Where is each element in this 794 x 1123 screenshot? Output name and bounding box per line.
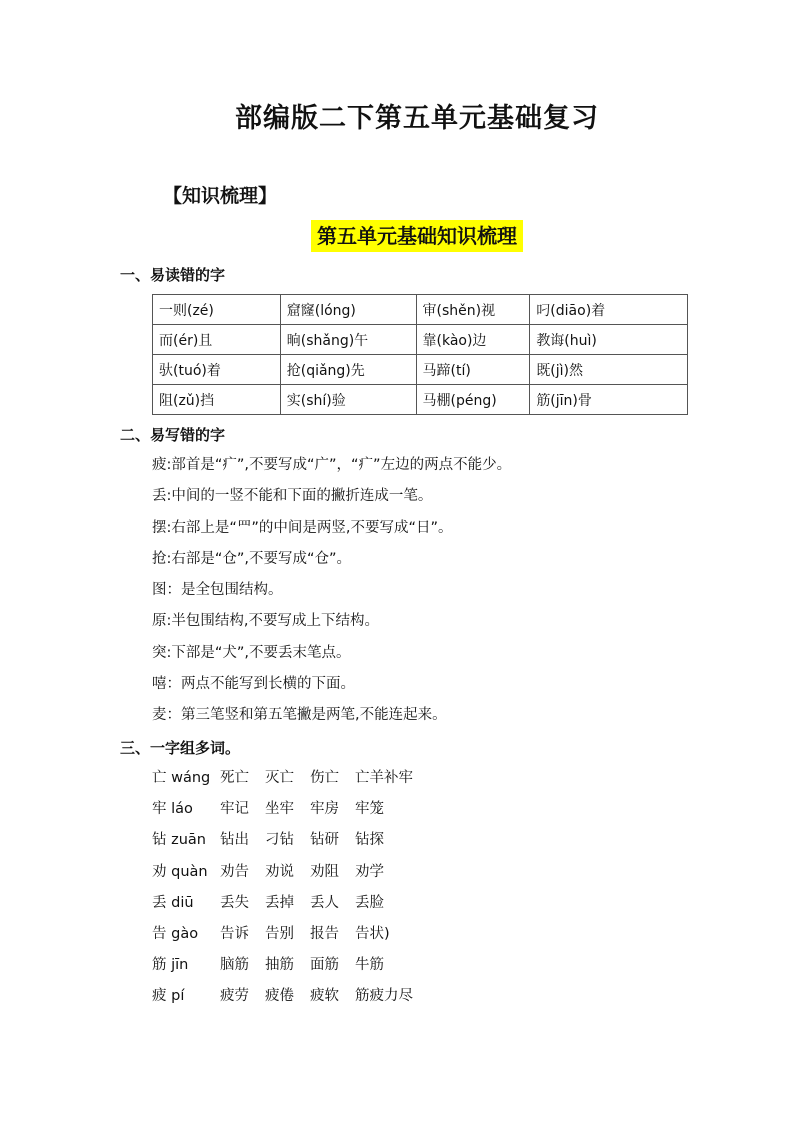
word-char: 牢 láo xyxy=(152,801,193,818)
word-char: 亡 wáng xyxy=(152,770,211,786)
word-char: 告 gào xyxy=(152,925,199,942)
table-cell: 靠(kào)边 xyxy=(416,325,530,355)
table-cell: 既(jì)然 xyxy=(530,355,688,385)
highlight-banner: 第五单元基础知识梳理 xyxy=(311,220,523,252)
word-term: 刁钻 xyxy=(265,832,294,849)
word-term: 死亡 xyxy=(220,770,249,786)
table-cell: 筋(jīn)骨 xyxy=(530,385,688,415)
word-term: 丢脸 xyxy=(355,894,384,911)
list-item: 嘻：两点不能写到长横的下面。 xyxy=(152,676,355,693)
word-term: 灭亡 xyxy=(265,770,294,786)
word-term: 牛筋 xyxy=(355,957,384,974)
word-term: 疲劳 xyxy=(220,988,249,1005)
table-cell: 马棚(péng) xyxy=(416,385,530,415)
word-term: 丢失 xyxy=(220,894,249,911)
list-item xyxy=(152,953,429,984)
word-char: 疲 pí xyxy=(152,988,185,1005)
list-item: 麦：第三笔竖和第五笔撇是两笔,不能连起来。 xyxy=(152,707,447,724)
table-cell: 阻(zǔ)挡 xyxy=(153,385,281,415)
word-term: 劝学 xyxy=(355,863,384,880)
list-item: 抢:右部是“仓”,不要写成“仓”。 xyxy=(152,550,352,567)
list-item xyxy=(152,984,429,1015)
hard-to-write-list xyxy=(152,453,712,735)
list-item xyxy=(152,891,429,922)
list-item: 丢:中间的一竖不能和下面的撇折连成一笔。 xyxy=(152,488,433,505)
word-term: 面筋 xyxy=(310,957,339,974)
list-item xyxy=(152,766,429,797)
word-char: 钻 zuān xyxy=(152,832,206,849)
word-term: 报告 xyxy=(310,925,339,942)
hard-to-read-table xyxy=(152,294,688,415)
word-term: 脑筋 xyxy=(220,957,249,974)
list-item: 摆:右部上是“罒”的中间是两竖,不要写成“日”。 xyxy=(152,519,453,536)
word-term: 丢掉 xyxy=(265,894,294,911)
table-row xyxy=(153,295,688,325)
table-cell: 抢(qiǎng)先 xyxy=(280,355,416,385)
table-row xyxy=(153,355,688,385)
word-term: 劝说 xyxy=(265,863,294,880)
word-term: 牢房 xyxy=(310,801,339,818)
word-term: 疲倦 xyxy=(265,988,294,1005)
word-term: 告诉 xyxy=(220,925,249,942)
word-char: 筋 jīn xyxy=(152,957,189,974)
word-term: 劝告 xyxy=(220,863,249,880)
table-cell: 教诲(huì) xyxy=(530,325,688,355)
word-term: 告状) xyxy=(355,925,390,942)
word-term: 疲软 xyxy=(310,988,339,1005)
list-item: 突:下部是“犬”,不要丢末笔点。 xyxy=(152,644,351,661)
word-term: 告别 xyxy=(265,925,294,942)
part3-heading: 三、一字组多词。 xyxy=(120,739,241,757)
table-row xyxy=(153,385,688,415)
word-char: 劝 quàn xyxy=(152,863,208,880)
word-group-list xyxy=(152,766,429,1016)
list-item: 疲:部首是“疒”,不要写成“广”，“疒”左边的两点不能少。 xyxy=(152,457,512,473)
list-item: 原:半包围结构,不要写成上下结构。 xyxy=(152,613,379,630)
page-title: 部编版二下第五单元基础复习 xyxy=(235,103,599,134)
word-term: 坐牢 xyxy=(265,801,294,818)
table-cell: 而(ér)且 xyxy=(153,325,281,355)
word-term: 钻探 xyxy=(355,832,384,849)
banner-wrap xyxy=(0,220,794,252)
word-term: 劝阻 xyxy=(310,863,339,880)
table-row xyxy=(153,325,688,355)
table-cell: 审(shěn)视 xyxy=(416,295,530,325)
list-item xyxy=(152,922,429,953)
table-cell: 叼(diāo)着 xyxy=(530,295,688,325)
word-term: 抽筋 xyxy=(265,957,294,974)
word-term: 筋疲力尽 xyxy=(355,988,413,1005)
list-item xyxy=(152,860,429,891)
section-tag: 【知识梳理】 xyxy=(163,185,278,207)
table-cell: 窟窿(lóng) xyxy=(280,295,416,325)
list-item xyxy=(152,828,429,859)
word-term: 牢笼 xyxy=(355,801,384,818)
list-item: 图：是全包围结构。 xyxy=(152,582,283,599)
word-term: 钻研 xyxy=(310,832,339,849)
word-term: 钻出 xyxy=(220,832,249,849)
table-cell: 一则(zé) xyxy=(153,295,281,325)
list-item xyxy=(152,797,429,828)
table-cell: 马蹄(tí) xyxy=(416,355,530,385)
table-cell: 实(shí)验 xyxy=(280,385,416,415)
part1-heading: 一、易读错的字 xyxy=(120,266,226,284)
word-term: 伤亡 xyxy=(310,770,339,786)
word-term: 牢记 xyxy=(220,801,249,818)
table-cell: 驮(tuó)着 xyxy=(153,355,281,385)
word-char: 丢 diū xyxy=(152,894,194,911)
part2-heading: 二、易写错的字 xyxy=(120,426,226,444)
word-term: 丢人 xyxy=(310,894,339,911)
word-term: 亡羊补牢 xyxy=(355,770,413,786)
table-cell: 晌(shǎng)午 xyxy=(280,325,416,355)
